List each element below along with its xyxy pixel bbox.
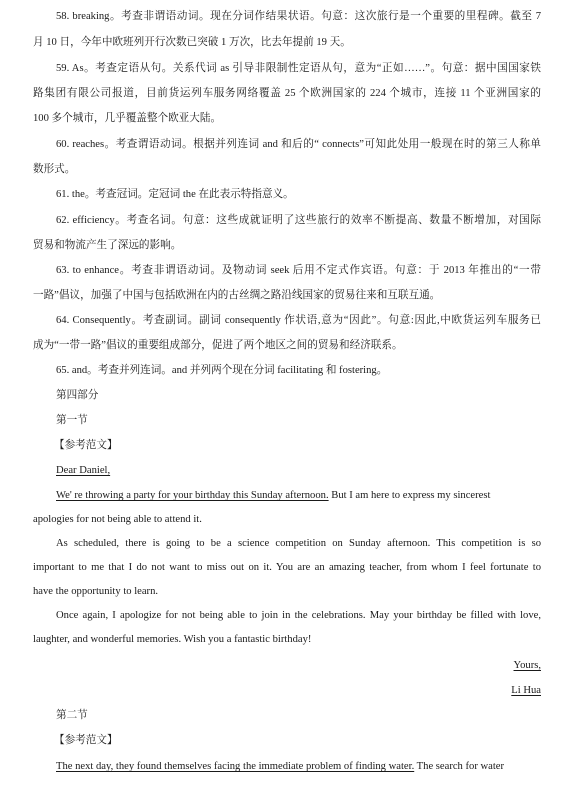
item-65-line-1: 65. and。考查并列连词。and 并列两个现在分词 facilitating 和 fostering。: [56, 365, 388, 376]
section-1-model-label: 【参考范文】: [54, 440, 118, 451]
item-63-line-2: 一路”倡议，加强了中国与包括欧洲在内的古丝绸之路沿线国家的贸易往来和互联互通。: [33, 290, 441, 301]
letter-closing: Yours,: [513, 660, 541, 671]
item-62-line-2: 贸易和物流产生了深远的影响。: [33, 240, 182, 251]
continuation-p1-line-1: [56, 760, 504, 774]
letter-p1-line-1: [56, 489, 490, 503]
item-60-line-1: 60. reaches。考查谓语动词。根据并列连词 and 和后的“ connects”可知此处用一般现在时的第三人称单: [56, 139, 541, 150]
continuation-line-1-rest: The search for water: [414, 761, 505, 772]
item-59-line-2: 路集团有限公司报道，目前货运列车服务网络覆盖 25 个欧洲国家的 224 个城市，连接 11 个亚洲国家的: [33, 88, 541, 99]
letter-p2-line-3: have the opportunity to learn.: [33, 586, 159, 597]
letter-p1-line-2: apologies for not being able to attend it.: [33, 514, 202, 525]
item-60-line-2: 数形式。: [33, 164, 76, 175]
letter-salutation: Dear Daniel,: [56, 465, 111, 476]
letter-p3-line-1: Once again, I apologize for not being able to join in the celebrations. May your birthday be filled with love,: [56, 610, 541, 621]
letter-p1-underlined-sentence: We' re throwing a party for your birthday this Sunday afternoon.: [56, 490, 329, 501]
letter-p1-line-1-rest: But I am here to express my sincerest: [328, 490, 491, 501]
item-64-line-1: 64. Consequently。考查副词。副词 consequently 作状语,意为“因此”。句意:因此,中欧货运列车服务已: [56, 315, 541, 326]
item-58-line-2: 月 10 日，今年中欧班列开行次数已突破 1 万次，比去年提前 19 天。: [33, 37, 351, 48]
section-2-model-label: 【参考范文】: [54, 735, 118, 746]
item-62-line-1: 62. efficiency。考查名词。句意：这些成就证明了这些旅行的效率不断提高、数量不断增加，对国际: [56, 215, 541, 226]
item-59-line-1: 59. As。考查定语从句。关系代词 as 引导非限制性定语从句，意为“正如……”。句意：据中国国家铁: [56, 63, 541, 74]
letter-signature: Li Hua: [511, 685, 541, 696]
item-58-line-1: 58. breaking。考查非谓语动词。现在分词作结果状语。句意：这次旅行是一个重要的里程碑。截至 7: [56, 11, 541, 22]
letter-p2-line-2: important to me that I do not want to miss out on it. You are an amazing teacher, from whom I feel fortunate to: [33, 562, 541, 573]
section-2-heading: 第二节: [56, 710, 88, 721]
letter-p2-line-1: As scheduled, there is going to be a science competition on Sunday afternoon. This competition is so: [56, 538, 541, 549]
item-59-line-3: 100 多个城市，几乎覆盖整个欧亚大陆。: [33, 113, 222, 124]
letter-p3-line-2: laughter, and wonderful memories. Wish you a fantastic birthday!: [33, 634, 312, 645]
continuation-underlined-sentence: The next day, they found themselves facing the immediate problem of finding water.: [56, 761, 415, 772]
part-4-heading: 第四部分: [56, 390, 99, 401]
section-1-heading: 第一节: [56, 415, 88, 426]
item-61-line-1: 61. the。考查冠词。定冠词 the 在此表示特指意义。: [56, 189, 294, 200]
item-64-line-2: 成为“一带一路”倡议的重要组成部分，促进了两个地区之间的贸易和经济联系。: [33, 340, 403, 351]
item-63-line-1: 63. to enhance。考查非谓语动词。及物动词 seek 后用不定式作宾语。句意：于 2013 年推出的“一带: [56, 265, 541, 276]
